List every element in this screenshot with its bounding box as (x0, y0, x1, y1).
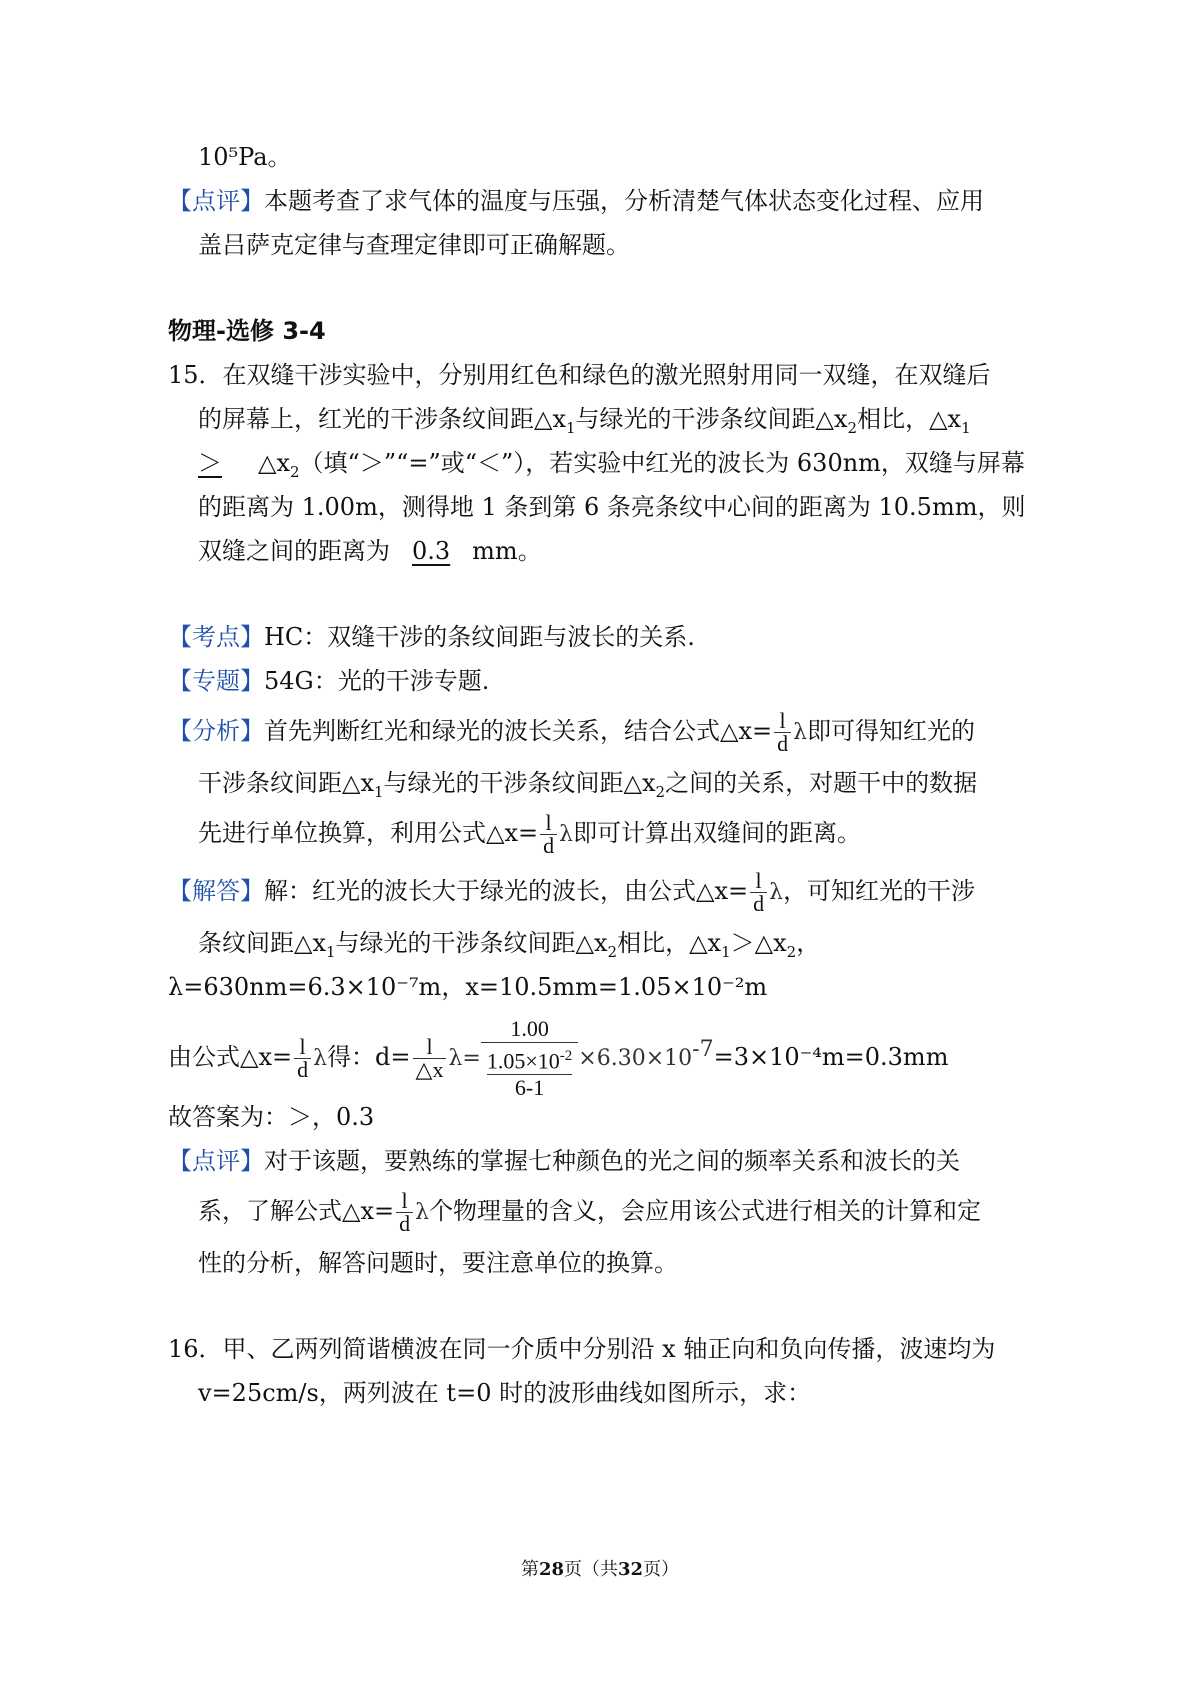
jieda-text: ＞△x (730, 929, 787, 957)
jieda-text: 解：红光的波长大于绿光的波长，由公式△x= (264, 877, 749, 905)
jieda-text: λ=630nm=6.3×10⁻⁷m，x=10.5mm=1.05×10⁻²m (168, 973, 768, 1001)
fraction-denominator: d (399, 1211, 411, 1236)
question-number: 15． (168, 361, 223, 389)
fenxi-text: 即可计算出双缝间的距离。 (573, 819, 862, 847)
q15-text: 与绿光的干涉条纹间距△x (575, 405, 848, 433)
fenxi-text: 干涉条纹间距△x (198, 769, 374, 797)
q15-line5 (198, 534, 542, 568)
final-answer: 故答案为：＞，0.3 (168, 1103, 375, 1131)
lambda-symbol: λ (448, 1046, 463, 1072)
fraction-denominator: d (777, 731, 789, 756)
dianping-line3 (198, 1246, 678, 1280)
formula-fraction (540, 812, 557, 857)
exponent: -2 (559, 1048, 573, 1064)
q15-text: 的屏幕上，红光的干涉条纹间距△x (198, 405, 566, 433)
fenxi-line3 (198, 812, 861, 857)
jieda-line4 (168, 1016, 948, 1101)
q16-line2 (198, 1376, 811, 1410)
fraction-numerator: l (774, 710, 791, 733)
subscript: 1 (961, 418, 971, 437)
fenxi-tag: 【分析】 (168, 717, 264, 745)
fraction-numerator: l (396, 1190, 413, 1213)
calc-denominator-top (487, 1043, 572, 1075)
footer-text: 页（共 (564, 1559, 618, 1580)
section-title-text: 物理-选修 3-4 (168, 317, 326, 345)
q16-line1 (168, 1332, 995, 1366)
jieda-text: ，可知红光的干涉 (783, 877, 976, 905)
subscript: 1 (566, 418, 576, 437)
dianping-line2 (198, 1190, 981, 1235)
answer-blank-1: ＞ (198, 449, 222, 477)
calc-multiplier: ×6.30×10 (578, 1046, 693, 1072)
fraction-numerator: l (413, 1036, 447, 1059)
subscript: 1 (721, 942, 731, 961)
lambda-symbol: λ (415, 1200, 430, 1225)
formula-fraction (750, 870, 767, 915)
fenxi-text: 即可得知红光的 (807, 717, 976, 745)
q15-text: （填“＞”“=”或“＜”），若实验中红光的波长为 630nm，双缝与屏幕 (299, 449, 1025, 477)
total-pages: 32 (618, 1559, 644, 1580)
jieda-line2 (198, 926, 820, 969)
fraction-numerator: l (294, 1036, 311, 1059)
lambda-symbol: λ (313, 1046, 328, 1072)
fraction-numerator: l (540, 812, 557, 835)
dianping-text: 性的分析，解答问题时，要注意单位的换算。 (198, 1249, 678, 1277)
q15-line3 (198, 446, 1025, 489)
pressure-line (198, 140, 292, 174)
jieda-text: 条纹间距△x (198, 929, 326, 957)
jieda-text: 得：d= (327, 1043, 411, 1072)
lambda-symbol: λ (793, 720, 808, 745)
calc-result: =3×10⁻⁴m=0.3mm (713, 1043, 949, 1072)
jieda-text: 与绿光的干涉条纹间距△x (335, 929, 608, 957)
fraction-denominator: d (753, 891, 765, 916)
q15-text: mm。 (472, 537, 542, 565)
jieda-line1 (168, 870, 975, 915)
q15-text: 相比，△x (857, 405, 962, 433)
fenxi-text: 首先判断红光和绿光的波长关系，结合公式△x= (264, 717, 773, 745)
subscript: 2 (607, 942, 618, 961)
lambda-symbol: λ (559, 822, 574, 847)
fenxi-text: 与绿光的干涉条纹间距△x (383, 769, 656, 797)
q15-line4 (198, 490, 1025, 524)
jieda-line3 (168, 970, 767, 1004)
fraction-denominator: d (297, 1057, 309, 1083)
lambda-symbol: λ (769, 880, 784, 905)
page-number: 28 (538, 1559, 564, 1580)
jieda-text: 相比，△x (617, 929, 722, 957)
review-tag: 【点评】 (168, 187, 264, 215)
review-top-line2 (198, 228, 630, 262)
q15-text: 双缝之间的距离为 (198, 537, 390, 565)
kaodian-text: HC：双缝干涉的条纹间距与波长的关系. (264, 623, 695, 651)
exponent: -7 (692, 1037, 714, 1063)
formula-fraction (396, 1190, 413, 1235)
zhuanti-line (168, 664, 489, 698)
calc-denominator-value: 1.05×10 (486, 1048, 560, 1074)
footer-text: 页） (643, 1559, 680, 1580)
fraction-denominator: d (543, 833, 555, 858)
fenxi-text: 先进行单位换算，利用公式△x= (198, 819, 539, 847)
dianping-text: 对于该题，要熟练的掌握七种颜色的光之间的频率关系和波长的关 (264, 1147, 960, 1175)
section-title (168, 314, 326, 348)
d-formula-fraction (413, 1036, 447, 1081)
pressure-value: 10⁵Pa。 (198, 143, 292, 171)
question-number: 16． (168, 1335, 223, 1363)
subscript: 1 (374, 782, 384, 801)
subscript: 1 (326, 942, 336, 961)
dianping-text: 系，了解公式△x= (198, 1197, 395, 1225)
dianping-line1 (168, 1144, 960, 1178)
equals-sign: = (462, 1046, 481, 1072)
q16-text: v=25cm/s，两列波在 t=0 时的波形曲线如图所示，求： (198, 1379, 812, 1407)
jieda-text: ， (796, 929, 821, 957)
q15-line1 (168, 358, 991, 392)
formula-fraction (774, 710, 791, 755)
q15-line2 (198, 402, 971, 445)
calc-fraction (481, 1016, 578, 1101)
formula-fraction (294, 1036, 311, 1081)
page-footer (0, 1555, 1200, 1581)
kaodian-line (168, 620, 695, 654)
footer-text: 第 (520, 1559, 539, 1580)
review-text: 本题考查了求气体的温度与压强，分析清楚气体状态变化过程、应用 (264, 187, 984, 215)
calc-denominator (481, 1043, 578, 1101)
fraction-denominator: △x (415, 1057, 444, 1083)
zhuanti-tag: 【专题】 (168, 667, 264, 695)
fraction-numerator: l (750, 870, 767, 893)
q15-text: △x (258, 449, 290, 477)
kaodian-tag: 【考点】 (168, 623, 264, 651)
calc-denominator-bottom: 6-1 (514, 1075, 545, 1101)
subscript: 2 (786, 942, 797, 961)
dianping-tag: 【点评】 (168, 1147, 264, 1175)
fenxi-line2 (198, 766, 977, 809)
q15-text: 在双缝干涉实验中，分别用红色和绿色的激光照射用同一双缝，在双缝后 (222, 361, 991, 389)
calc-numerator: 1.00 (481, 1016, 578, 1043)
review-top-line1 (168, 184, 984, 218)
dianping-text: 个物理量的含义，会应用该公式进行相关的计算和定 (429, 1197, 982, 1225)
jieda-line5 (168, 1100, 374, 1134)
zhuanti-text: 54G：光的干涉专题. (264, 667, 490, 695)
q16-text: 甲、乙两列简谐横波在同一介质中分别沿 x 轴正向和负向传播，波速均为 (222, 1335, 996, 1363)
subscript: 2 (290, 462, 300, 481)
answer-blank-2: 0.3 (412, 537, 451, 565)
subscript: 2 (655, 782, 666, 801)
jieda-text: 由公式△x= (168, 1043, 293, 1072)
q15-text: 的距离为 1.00m，测得地 1 条到第 6 条亮条纹中心间的距离为 10.5mm，则 (198, 493, 1026, 521)
fenxi-line1 (168, 710, 975, 755)
fenxi-text: 之间的关系，对题干中的数据 (665, 769, 978, 797)
subscript: 2 (847, 418, 858, 437)
review-text-2: 盖吕萨克定律与查理定律即可正确解题。 (198, 231, 630, 259)
jieda-tag: 【解答】 (168, 877, 264, 905)
